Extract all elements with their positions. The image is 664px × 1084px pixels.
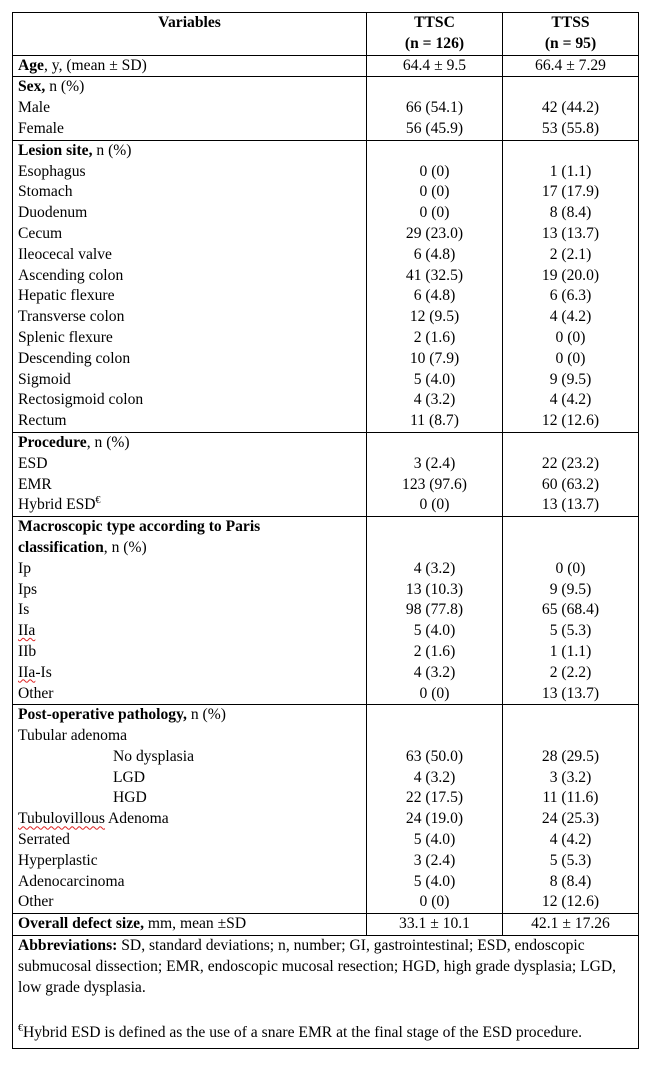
characteristics-table [12,12,639,1049]
procedure-ttsc: 3 (2.4) 123 (97.6) 0 (0) [367,432,503,516]
pathology-ttss: 28 (29.5) 3 (3.2) 11 (11.6) 24 (25.3) 4 (4.2) 5 (5.3) 8 (8.4) 12 (12.6) [503,705,639,914]
procedure-label: Hybrid ESD€ [18,495,101,514]
pathology-sublabel: HGD [113,789,147,807]
footnote-row [13,936,639,1049]
pathology-label: Serrated [18,831,70,849]
lesion-label: Esophagus [18,162,86,180]
macroscopic-title-2: classification, n (%) [18,538,147,556]
sex-section [13,77,639,140]
lesion-label: Transverse colon [18,308,125,326]
macroscopic-label: IIa-Is [18,663,52,681]
lesion-label: Ascending colon [18,266,124,284]
lesion-section [13,140,639,432]
age-ttss: 66.4 ± 7.29 [503,55,639,77]
defect-ttsc: 33.1 ± 10.1 [367,914,503,936]
pathology-label: Tubulovillous Adenoma [18,810,169,828]
lesion-label: Rectosigmoid colon [18,391,144,409]
lesion-label: Ileocecal valve [18,245,112,263]
sex-ttsc-value: 56 (45.9) [405,119,464,137]
sex-ttss-value: 42 (44.2) [541,99,600,117]
hybrid-esd-note: €Hybrid ESD is defined as the use of a snare EMR at the final stage of the ESD procedure. [18,1023,583,1042]
procedure-label: EMR [18,475,52,493]
procedure-label: ESD [18,454,48,472]
macroscopic-ttsc: 4 (3.2) 13 (10.3) 98 (77.8) 5 (4.0) 2 (1.6) 4 (3.2) 0 (0) [367,517,503,705]
macroscopic-label: Is [18,601,30,619]
macroscopic-title-1: Macroscopic type according to Paris [18,518,261,536]
age-ttsc: 64.4 ± 9.5 [367,55,503,77]
footnote-cell [13,936,639,1049]
macroscopic-label: IIb [18,642,37,660]
procedure-title: Procedure, n (%) [18,433,130,451]
abbreviations-note: Abbreviations: SD, standard deviations; n, number; GI, gastrointestinal; ESD, endoscopic submucosal dissection; EMR, endoscopic mucosal resection; HGD, high grade dysplasia; LGD, low grade dysplasia. [18,937,617,996]
defect-ttss: 42.1 ± 17.26 [503,914,639,936]
lesion-label: Rectum [18,412,67,430]
lesion-label: Sigmoid [18,370,71,388]
sex-ttsc-value: 66 (54.1) [405,99,464,117]
macroscopic-ttss: 0 (0) 9 (9.5) 65 (68.4) 5 (5.3) 1 (1.1) 2 (2.2) 13 (13.7) [503,517,639,705]
header-ttsc: TTSC (n = 126) [367,13,503,56]
sex-label: Female [18,119,64,137]
sex-ttss [503,77,639,140]
header-row [13,13,639,56]
lesion-ttss: 1 (1.1) 17 (17.9) 8 (8.4) 13 (13.7) 2 (2.1) 19 (20.0) 6 (6.3) 4 (4.2) 0 (0) 0 (0) 9 (9.5) 4 (4.2) 12 (12.6) [503,140,639,432]
pathology-sublabel: No dysplasia [113,747,194,765]
macroscopic-label: Ip [18,559,31,577]
procedure-section [13,432,639,516]
macroscopic-label: IIa [18,622,36,640]
header-variables: Variables [13,13,367,56]
procedure-ttss: 22 (23.2) 60 (63.2) 13 (13.7) [503,432,639,516]
pathology-label: Other [18,893,54,911]
lesion-ttsc: 0 (0) 0 (0) 0 (0) 29 (23.0) 6 (4.8) 41 (32.5) 6 (4.8) 12 (9.5) 2 (1.6) 10 (7.9) 5 (4.0) 4 (3.2) 11 (8.7) [367,140,503,432]
pathology-label: Tubular adenoma [18,727,127,745]
sex-ttss-value: 53 (55.8) [541,119,600,137]
lesion-label: Duodenum [18,204,88,222]
defect-label: Overall defect size, mm, mean ±SD [13,914,367,936]
pathology-section [13,705,639,914]
pathology-sublabel: LGD [113,768,146,786]
pathology-label: Hyperplastic [18,851,98,869]
macroscopic-label: Ips [18,580,38,598]
lesion-title: Lesion site, n (%) [18,141,132,159]
sex-title: Sex, n (%) [18,78,85,96]
sex-ttsc [367,77,503,140]
lesion-labels [13,140,367,432]
procedure-labels [13,432,367,516]
macroscopic-section [13,517,639,705]
pathology-ttsc: 63 (50.0) 4 (3.2) 22 (17.5) 24 (19.0) 5 (4.0) 3 (2.4) 5 (4.0) 0 (0) [367,705,503,914]
lesion-label: Cecum [18,224,63,242]
lesion-label: Stomach [18,183,73,201]
lesion-label: Splenic flexure [18,328,113,346]
sex-labels [13,77,367,140]
defect-row [13,914,639,936]
header-ttss: TTSS (n = 95) [503,13,639,56]
age-label: Age, y, (mean ± SD) [13,55,367,77]
pathology-label: Adenocarcinoma [18,872,125,890]
lesion-label: Hepatic flexure [18,287,115,305]
pathology-title: Post-operative pathology, n (%) [18,706,226,724]
lesion-label: Descending colon [18,349,131,367]
age-row [13,55,639,77]
macroscopic-labels [13,517,367,705]
pathology-labels [13,705,367,914]
sex-label: Male [18,99,51,117]
macroscopic-label: Other [18,684,54,702]
